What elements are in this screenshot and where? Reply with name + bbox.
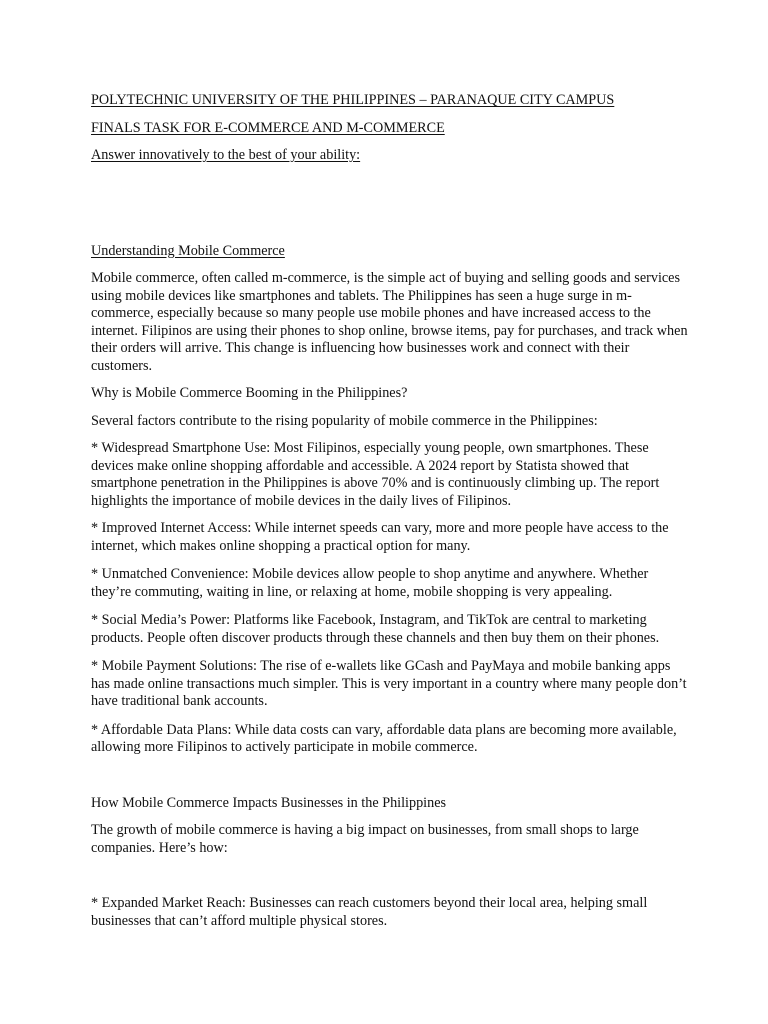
paragraph-understanding: Mobile commerce, often called m-commerce, is the simple act of buying and selling goods and services using mobile devices like smartphones and tablets. The Philippines has seen a huge surge in m-commerce, especially because so many people use mobile phones and have increased access to the internet. Filipinos are using their phones to shop online, browse items, pay for purchases, and track when their orders will arrive. This change is influencing how businesses work and connect with their customers. — [91, 270, 688, 374]
bullet-internet-access: * Improved Internet Access: While internet speeds can vary, more and more people have access to the internet, which makes online shopping a practical option for many. — [91, 520, 669, 554]
bullet-market-reach: * Expanded Market Reach: Businesses can reach customers beyond their local area, helping small businesses that can’t afford multiple physical stores. — [91, 895, 648, 929]
university-title: POLYTECHNIC UNIVERSITY OF THE PHILIPPINES – PARANAQUE CITY CAMPUS — [91, 92, 615, 108]
bullet-smartphone-use: * Widespread Smartphone Use: Most Filipinos, especially young people, own smartphones. These devices make online shopping affordable and accessible. A 2024 report by Statista showed that smartphone penetration in the Philippines is above 70% and is continuously climbing up. The report highlights the importance of mobile devices in the daily lives of Filipinos. — [91, 440, 660, 509]
section-heading-booming: Why is Mobile Commerce Booming in the Philippines? — [91, 385, 408, 401]
bullet-mobile-payment: * Mobile Payment Solutions: The rise of e-wallets like GCash and PayMaya and mobile banking apps has made online transactions much simpler. This is very important in a country where many people don’t have traditional bank accounts. — [91, 658, 687, 709]
bullet-data-plans: * Affordable Data Plans: While data costs can vary, affordable data plans are becoming more available, allowing more Filipinos to actively participate in mobile commerce. — [91, 721, 677, 755]
bullet-social-media: * Social Media’s Power: Platforms like Facebook, Instagram, and TikTok are central to marketing products. People often discover products through these channels and then buy them on their phones. — [91, 612, 660, 646]
instruction-text: Answer innovatively to the best of your ability: — [91, 147, 361, 163]
task-title: FINALS TASK FOR E-COMMERCE AND M-COMMERCE — [91, 119, 445, 136]
paragraph-impacts-intro: The growth of mobile commerce is having a big impact on businesses, from small shops to large companies. Here’s how: — [91, 822, 639, 856]
bullet-convenience: * Unmatched Convenience: Mobile devices allow people to shop anytime and anywhere. Whether they’re commuting, waiting in line, or relaxing at home, mobile shopping is very appealing. — [91, 566, 649, 600]
section-heading-impacts: How Mobile Commerce Impacts Businesses in the Philippines — [91, 794, 447, 811]
document-page — [91, 92, 691, 930]
section-heading-understanding: Understanding Mobile Commerce — [91, 242, 285, 259]
paragraph-booming-intro: Several factors contribute to the rising popularity of mobile commerce in the Philippines: — [91, 412, 598, 429]
